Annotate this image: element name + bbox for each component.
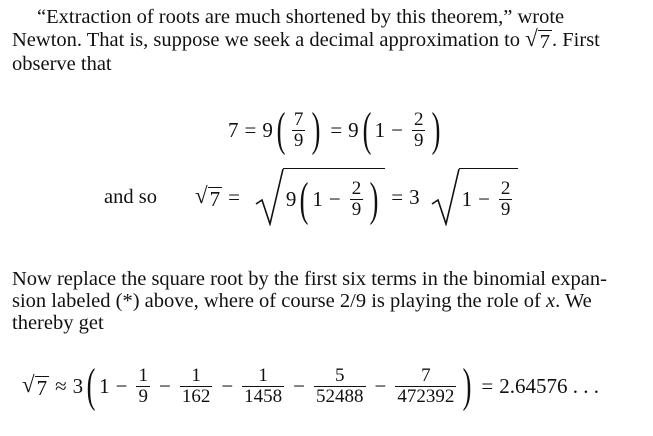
fraction xyxy=(350,179,364,220)
numerator: 2 xyxy=(413,108,424,130)
intro-line-2-end: . First xyxy=(552,29,600,51)
numerator: 1 xyxy=(258,364,268,386)
series-term-fraction xyxy=(314,366,366,407)
radicand: 7 xyxy=(209,186,221,211)
one: 1 xyxy=(461,187,473,211)
approx-sign: ≈ xyxy=(55,373,67,398)
numerator: 2 xyxy=(500,178,511,199)
second-paragraph xyxy=(12,268,646,334)
minus-sign: − xyxy=(221,373,234,398)
equals-sign: = xyxy=(330,117,343,142)
equals-sign: = xyxy=(244,117,257,142)
sqrt-7-inline: √ 7 xyxy=(525,26,551,53)
radical-sign-icon xyxy=(254,168,284,226)
para2-line-2-text: sion labeled (*) above, where of course 2/9 is playing the role of xyxy=(12,290,546,312)
denominator: 9 xyxy=(138,385,148,407)
equals-sign: = xyxy=(481,373,494,398)
right-paren: ) xyxy=(369,172,379,226)
three: 3 xyxy=(409,184,420,209)
three: 3 xyxy=(72,373,84,398)
left-paren: ( xyxy=(362,103,372,156)
series-term-fraction xyxy=(180,366,213,407)
denominator: 9 xyxy=(351,199,362,220)
para2-line-2 xyxy=(12,290,646,312)
one: 1 xyxy=(99,373,110,398)
equation-3 xyxy=(22,359,599,412)
para2-line-2-end: . We xyxy=(555,290,592,312)
left-paren: ( xyxy=(86,359,96,412)
intro-line-1: “Extraction of roots are much shortened by this theorem,” wrote xyxy=(37,6,565,28)
minus-sign: − xyxy=(158,373,171,398)
denominator: 52488 xyxy=(316,385,364,407)
big-sqrt xyxy=(254,168,385,226)
numerator: 7 xyxy=(421,364,431,386)
series-term-fraction xyxy=(242,366,284,407)
intro-line-2-text: Newton. That is, suppose we seek a decimal approximation to xyxy=(12,29,526,51)
left-paren: ( xyxy=(276,103,286,156)
sqrt-7: √ 7 xyxy=(194,182,221,211)
radical-sign-icon xyxy=(430,168,460,226)
left-paren: ( xyxy=(300,172,309,226)
inner-coef: 9 xyxy=(285,187,297,211)
denominator: 9 xyxy=(413,129,424,151)
sqrt-7: √ 7 xyxy=(22,371,48,400)
minus-sign: − xyxy=(115,373,128,398)
one: 1 xyxy=(374,117,386,142)
numerator: 5 xyxy=(335,364,345,386)
denominator: 1458 xyxy=(244,385,283,407)
eq1-lhs: 7 xyxy=(228,117,239,142)
minus-sign: − xyxy=(328,187,341,211)
equals-sign: = xyxy=(228,184,240,209)
radicand: 7 xyxy=(36,375,48,400)
denominator: 9 xyxy=(500,199,511,220)
denominator: 472392 xyxy=(397,385,455,407)
right-paren: ) xyxy=(311,103,321,156)
denominator: 162 xyxy=(181,385,211,407)
numerator: 1 xyxy=(138,364,148,386)
numerator: 2 xyxy=(351,178,362,199)
series-term-fraction xyxy=(395,366,456,407)
intro-line-3: observe that xyxy=(12,53,112,75)
series-term-fraction xyxy=(136,366,150,407)
minus-sign: − xyxy=(374,373,387,398)
result-value: 2.64576 . . . xyxy=(499,373,599,398)
eq1-coef2: 9 xyxy=(348,117,359,142)
one: 1 xyxy=(312,187,323,211)
variable-x: x xyxy=(545,290,556,312)
intro-line-2 xyxy=(12,28,646,53)
fraction xyxy=(292,110,306,151)
minus-sign: − xyxy=(478,187,490,211)
numerator: 1 xyxy=(191,364,201,386)
equation-2 xyxy=(104,168,518,226)
numerator: 7 xyxy=(293,108,304,130)
minus-sign: − xyxy=(293,373,306,398)
minus-sign: − xyxy=(391,117,403,142)
radicand: 7 xyxy=(539,31,551,53)
series-terms xyxy=(110,366,460,407)
equation-1 xyxy=(228,103,444,156)
intro-paragraph xyxy=(12,6,646,75)
para2-line-3: thereby get xyxy=(12,312,104,334)
and-so-label: and so xyxy=(104,185,157,208)
fraction xyxy=(412,110,426,151)
right-paren: ) xyxy=(462,359,472,412)
para2-line-1: Now replace the square root by the first six terms in the binomial expan- xyxy=(12,268,607,290)
big-sqrt-2 xyxy=(430,168,519,226)
eq1-coef: 9 xyxy=(262,117,273,142)
denominator: 9 xyxy=(293,129,304,151)
equals-sign: = xyxy=(391,184,404,209)
fraction xyxy=(499,179,513,220)
right-paren: ) xyxy=(432,103,441,156)
